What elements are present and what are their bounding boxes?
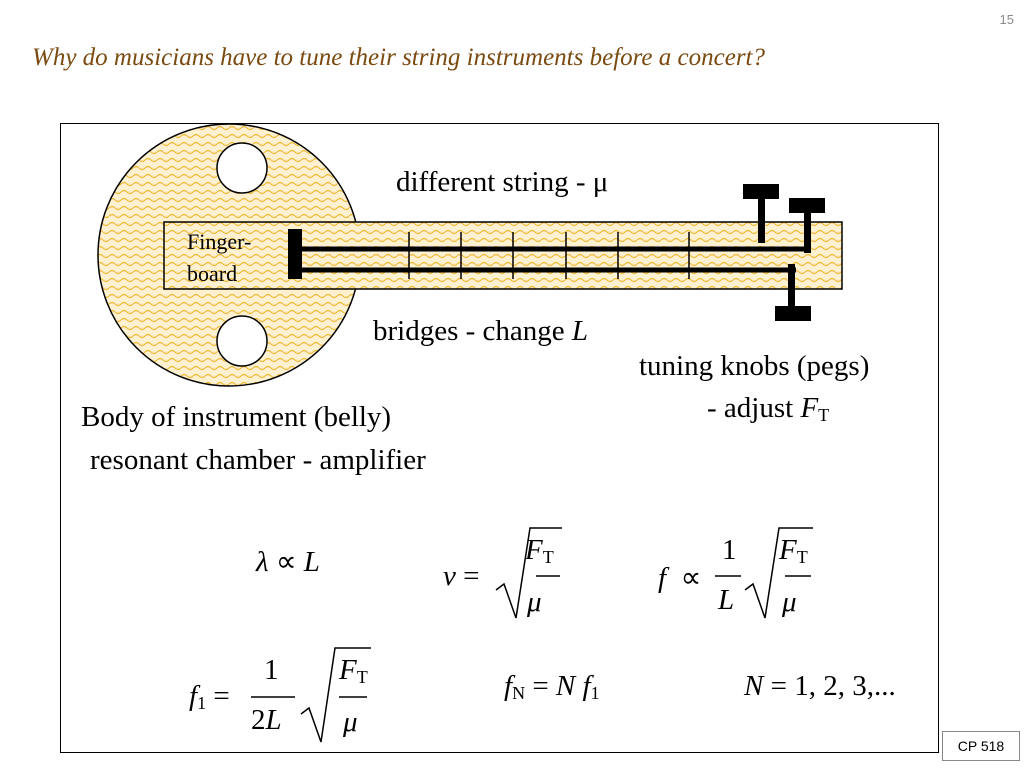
eq2-tension: F	[525, 534, 543, 566]
slide-question: Why do musicians have to tune their string instruments before a concert?	[32, 44, 765, 71]
sound-hole-bottom	[217, 316, 267, 366]
body-label: Body of instrument (belly)	[81, 401, 392, 433]
tension-symbol: F	[800, 392, 819, 424]
instrument-diagram	[61, 124, 938, 752]
proportional-symbol: ∝	[275, 546, 297, 578]
fingerboard-label-line1: Finger-	[187, 229, 252, 254]
eq6-values: 1, 2, 3,...	[794, 670, 896, 702]
eq4-subscript: 1	[197, 693, 207, 713]
adjust-tension-label	[707, 392, 829, 426]
eq4-length: L	[265, 704, 282, 736]
eq5-f1: f	[582, 670, 591, 702]
eq4-frequency: f	[189, 680, 198, 712]
eq5-equals: =	[532, 670, 549, 702]
eq5-f1-sub: 1	[590, 683, 600, 703]
equation-harmonics	[504, 670, 600, 704]
fingerboard	[164, 222, 842, 289]
eq2-numerator	[525, 534, 554, 568]
eq3-numerator	[779, 534, 808, 568]
eq5-N: N	[555, 670, 576, 702]
different-string-label	[396, 166, 608, 199]
eq3-proportional: ∝	[680, 562, 702, 594]
nut	[288, 229, 302, 279]
sound-hole-top	[217, 143, 267, 193]
eq2-denominator: μ	[527, 586, 542, 618]
eq6-N: N	[744, 670, 764, 702]
eq4-two: 2	[251, 704, 266, 736]
fingerboard-label-line2: board	[187, 261, 238, 286]
eq3-tension-sub: T	[796, 547, 808, 567]
eq5-subscript: N	[512, 683, 526, 703]
page-number: 15	[999, 12, 1014, 27]
equation-harmonic-numbers	[744, 670, 896, 703]
eq1-length: L	[303, 546, 320, 578]
eq6-equals: =	[770, 670, 787, 702]
eq3-lhs	[658, 560, 701, 595]
eq3-tension: F	[779, 534, 797, 566]
lambda-symbol: λ	[256, 546, 269, 578]
length-symbol: L	[571, 315, 589, 347]
eq3-denominator: μ	[782, 586, 797, 618]
velocity-symbol: v	[443, 560, 456, 592]
eq4-numerator	[339, 654, 368, 688]
tuning-knobs-label: tuning knobs (pegs)	[639, 350, 870, 382]
eq4-lhs	[189, 680, 230, 714]
eq4-one: 1	[264, 654, 279, 686]
tension-subscript: T	[818, 405, 830, 425]
resonant-chamber-label: resonant chamber - amplifier	[90, 444, 426, 476]
course-code-badge: CP 518	[942, 731, 1020, 761]
eq3-one: 1	[722, 534, 737, 566]
diagram-frame	[60, 123, 939, 753]
eq4-equals: =	[213, 680, 230, 712]
bridges-label	[373, 315, 588, 348]
eq2-equals: =	[463, 560, 480, 592]
eq3-length: L	[718, 584, 735, 616]
eq4-tension: F	[339, 654, 357, 686]
eq2-lhs	[443, 560, 479, 593]
mu-symbol: μ	[592, 166, 609, 198]
eq4-mu: μ	[343, 706, 358, 738]
eq3-frequency: f	[658, 562, 667, 594]
eq5-frequency: f	[504, 670, 513, 702]
eq2-tension-sub: T	[542, 547, 554, 567]
bridges-text: bridges - change	[373, 315, 572, 347]
adjust-text: - adjust	[707, 392, 801, 424]
different-string-text: different string -	[396, 166, 593, 198]
equation-wavelength	[256, 544, 320, 579]
eq4-tension-sub: T	[356, 667, 368, 687]
fingerboard-label	[187, 226, 251, 290]
